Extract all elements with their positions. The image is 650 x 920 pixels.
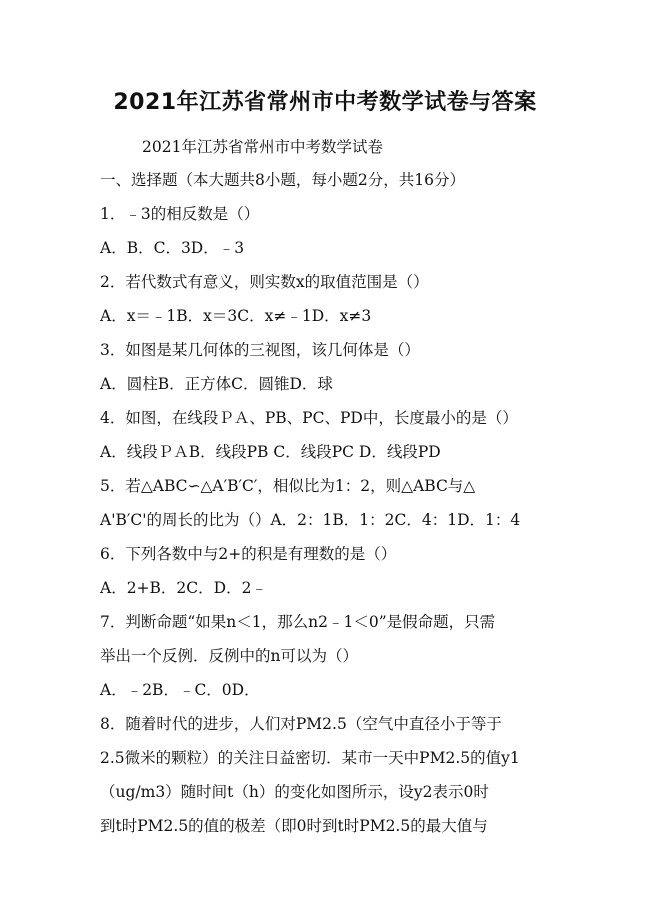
section-heading: 一、选择题（本大题共8小题，每小题2分，共16分） <box>100 171 465 189</box>
question-7-continued: 举出一个反例．反例中的n可以为（） <box>100 647 358 665</box>
question-8-continued-1: 2.5微米的颗粒）的关注日益密切．某市一天中PM2.5的值y1 <box>100 749 520 767</box>
question-5-continued: A'B′C'的周长的比为（）A．2：1B．1：2C．4：1D．1：4 <box>100 511 521 529</box>
question-6-options: A．2+B．2C．D．2﹣ <box>100 579 267 597</box>
question-8-continued-2: （ug/m3）随时间t（h）的变化如图所示，设y2表示0时 <box>100 783 489 801</box>
question-1-options: A．B．C．3D．﹣3 <box>100 239 245 257</box>
exam-subtitle: 2021年江苏省常州市中考数学试卷 <box>142 138 383 156</box>
document-title: 2021年江苏省常州市中考数学试卷与答案 <box>113 90 537 115</box>
exam-text-body <box>100 169 560 849</box>
question-3: 3．如图是某几何体的三视图，该几何体是（） <box>100 341 420 359</box>
question-6: 6．下列各数中与2+的积是有理数的是（） <box>100 545 397 563</box>
question-2: 2．若代数式有意义，则实数x的取值范围是（） <box>100 273 429 291</box>
question-3-options: A．圆柱B．正方体C．圆锥D．球 <box>100 375 333 393</box>
question-1: 1．﹣3的相反数是（） <box>100 205 260 223</box>
question-4: 4．如图，在线段ＰＡ、PB、PC、PD中，长度最小的是（） <box>100 409 518 427</box>
question-7-options: A．﹣2B．﹣C．0D． <box>100 681 260 699</box>
question-8: 8．随着时代的进步，人们对PM2.5（空气中直径小于等于 <box>100 715 502 733</box>
question-4-options: A．线段ＰＡB．线段PB C．线段PC D．线段PD <box>100 443 441 461</box>
question-8-continued-3: 到t时PM2.5的值的极差（即0时到t时PM2.5的最大值与 <box>100 817 488 835</box>
question-5: 5．若△ABC∽△A′B′C′，相似比为1：2，则△ABC与△ <box>100 477 476 495</box>
question-2-options: A．x＝﹣1B．x＝3C．x≠﹣1D．x≠3 <box>100 307 372 325</box>
question-7: 7．判断命题“如果n＜1，那么n2﹣1＜0”是假命题，只需 <box>100 613 496 631</box>
